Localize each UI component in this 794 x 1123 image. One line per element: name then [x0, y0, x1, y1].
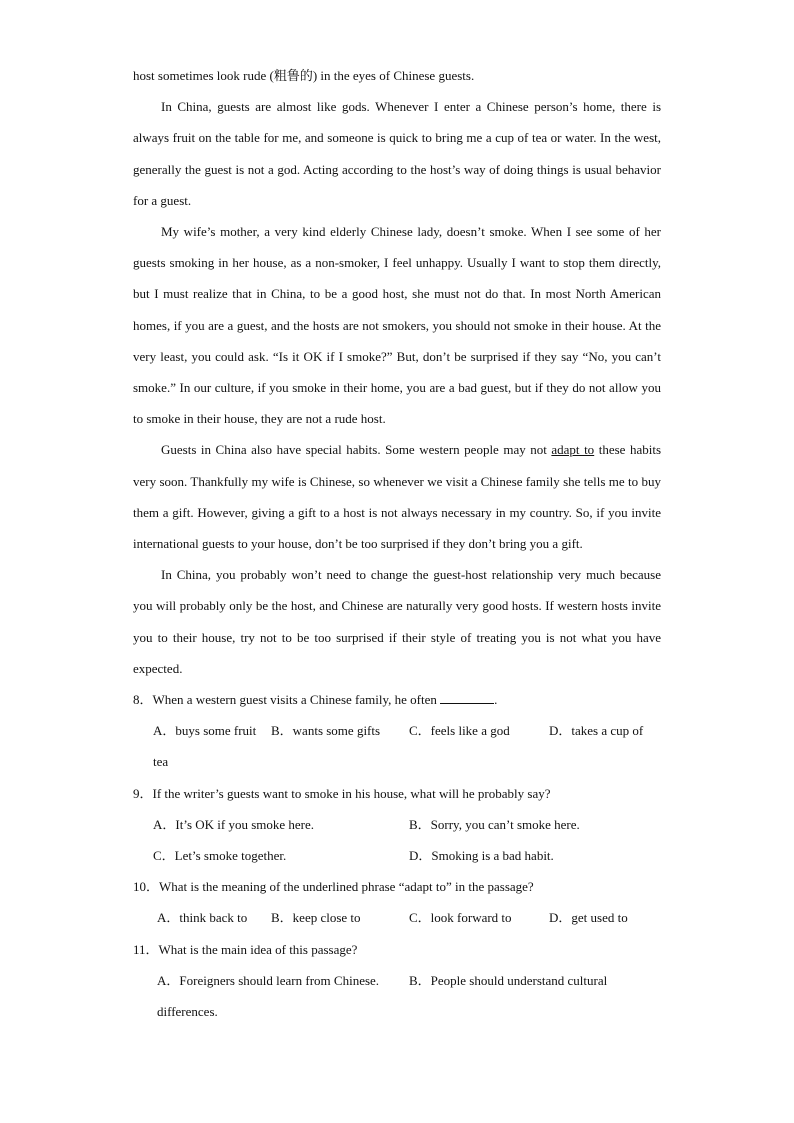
question-11-options: [133, 965, 661, 996]
question-9-options-row-2: [133, 840, 661, 871]
question-8-stem: [133, 684, 661, 715]
question-8-option-c: C．feels like a god: [409, 723, 510, 739]
question-11-option-b: B．People should understand cultural: [409, 972, 608, 988]
question-9-option-b: B．Sorry, you can’t smoke here.: [409, 816, 580, 832]
paragraph-3-text-a: Guests in China also have special habits. Some western people may not: [161, 442, 552, 458]
question-8-end: .: [494, 692, 498, 708]
question-9-options-row-1: [133, 809, 661, 840]
question-9-stem: 9．If the writer’s guests want to smoke in his house, what will he probably say?: [133, 785, 551, 801]
question-8-text: 8．When a western guest visits a Chinese family, he often: [133, 692, 441, 708]
passage-paragraph-1: In China, guests are almost like gods. Whenever I enter a Chinese person’s home, there is always fruit on the table for me, and someone is quick to bring me a cup of tea or water. In the west, generally the guest is not a god. Acting according to the host’s way of doing things is usual behavior for a guest.: [133, 99, 661, 208]
question-8-option-d: D．takes a cup of: [549, 723, 644, 739]
passage-paragraph-0: host sometimes look rude (粗鲁的) in the eyes of Chinese guests.: [133, 68, 475, 83]
document-page: [133, 60, 661, 1027]
passage-paragraph-2: My wife’s mother, a very kind elderly Chinese lady, doesn’t smoke. When I see some of her guests smoking in her house, as a non-smoker, I feel unhappy. Usually I want to stop them directly, but I must realize that in China, to be a good host, she must not do that. In most North American homes, if you are a guest, and the hosts are not smokers, you should not smoke in their house. At the very least, you could ask. “Is it OK if I smoke?” But, don’t be surprised if they say “No, you can’t smoke.” In our culture, if you smoke in their home, you are a bad guest, but if they do not allow you to smoke in their house, they are not a rude host.: [133, 224, 661, 427]
question-10-option-a: A．think back to: [157, 910, 248, 926]
answer-blank: [440, 691, 494, 704]
question-8-option-b: B．wants some gifts: [271, 723, 381, 739]
question-9-option-c: C．Let’s smoke together.: [153, 848, 287, 864]
question-10-option-c: C．look forward to: [409, 910, 512, 926]
question-9-option-a: A．It’s OK if you smoke here.: [153, 816, 315, 832]
paragraph-3-text-b: these habits very soon. Thankfully my wife is Chinese, so whenever we visit a Chinese family she tells me to buy them a gift. However, giving a gift to a host is not always necessary in my country. So, if you invite international guests to your house, don’t be too surprised if they don’t bring you a gift.: [133, 442, 661, 552]
question-8-option-a: A．buys some fruit: [153, 723, 257, 739]
question-8-option-d-continued: tea: [153, 754, 169, 770]
underlined-phrase: adapt to: [551, 442, 595, 458]
question-10-option-b: B．keep close to: [271, 910, 361, 926]
question-10-stem: 10．What is the meaning of the underlined phrase “adapt to” in the passage?: [133, 879, 534, 895]
passage-paragraph-4: In China, you probably won’t need to change the guest-host relationship very much because you will probably only be the host, and Chinese are naturally very good hosts. If western hosts invite you to their house, try not to be too surprised if their style of treating you is not what you have expected.: [133, 567, 661, 676]
question-8-options: [133, 715, 661, 746]
question-10-options: [133, 902, 661, 933]
question-11-stem: 11．What is the main idea of this passage?: [133, 941, 358, 957]
question-10-option-d: D．get used to: [549, 910, 628, 926]
question-11-option-b-continued: differences.: [157, 1004, 218, 1020]
question-9-option-d: D．Smoking is a bad habit.: [409, 848, 554, 864]
passage-paragraph-3: [133, 434, 661, 559]
question-11-option-a: A．Foreigners should learn from Chinese.: [157, 972, 380, 988]
